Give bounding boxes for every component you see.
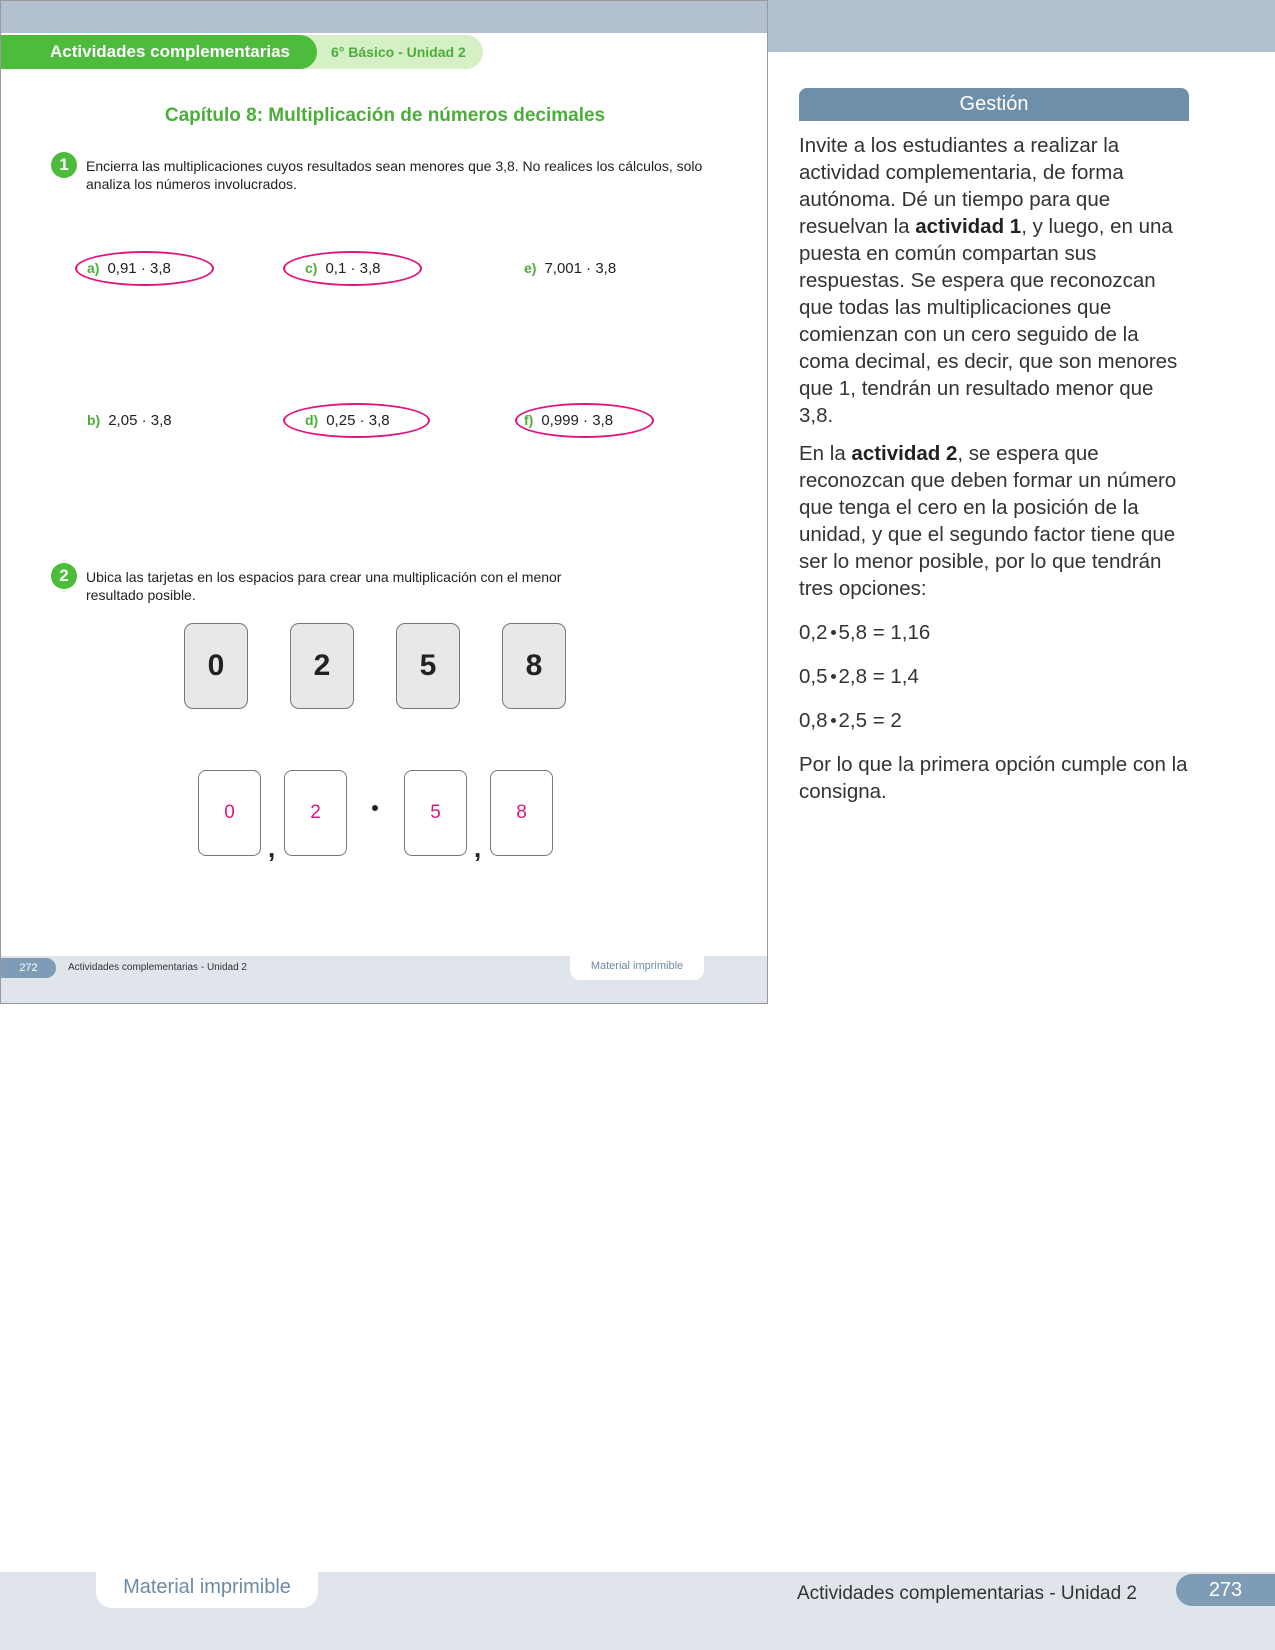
option-letter: e) (524, 260, 537, 276)
answer-slot-3[interactable]: 5 (404, 770, 467, 856)
chapter-title: Capítulo 8: Multiplicación de números decimales (164, 105, 606, 126)
multiplication-dot (831, 630, 836, 635)
answer-slot-1[interactable]: 0 (198, 770, 261, 856)
decimal-comma: , (268, 833, 276, 863)
option-expression: 0,1 · 3,8 (325, 260, 381, 277)
number-card-5[interactable]: 5 (396, 623, 460, 709)
multiplication-dot (831, 718, 836, 723)
activity-1-instruction: Encierra las multiplicaciones cuyos resultados sean menores que 3,8. No realices los cálculos, solo analiza los números involucrados. (86, 158, 703, 192)
formula-right: 5,8 = 1,16 (838, 621, 931, 644)
formula-right: 2,8 = 1,4 (838, 665, 919, 688)
answer-slot-2[interactable]: 2 (284, 770, 347, 856)
paragraph-text: , se espera que reconozcan que deben formar un número que tenga el cero en la posición de la unidad, y que el segundo factor tiene que ser lo menor posible, por lo que tendrán tres opciones: (799, 442, 1177, 600)
embedded-page-number: 272 (1, 958, 56, 978)
option-letter: f) (524, 412, 534, 428)
formula-left: 0,2 (799, 621, 828, 644)
section-tab: Actividades complementarias (1, 35, 317, 69)
bold-term: actividad 1 (915, 215, 1022, 238)
option-e[interactable] (524, 256, 616, 280)
gestion-body (799, 132, 1189, 816)
formula-left: 0,8 (799, 709, 828, 732)
gestion-paragraph-1 (799, 132, 1189, 429)
option-d[interactable] (305, 408, 390, 432)
option-expression: 0,999 · 3,8 (541, 412, 614, 429)
paragraph-text: Invite a los estudiantes a realizar la actividad complementaria, de forma autónoma. Dé un tiempo para que resuelvan la (799, 134, 1124, 238)
embedded-top-bar (1, 1, 768, 33)
option-expression: 2,05 · 3,8 (108, 412, 172, 429)
grade-unit-tab: 6° Básico - Unidad 2 (281, 35, 483, 69)
decimal-comma: , (474, 833, 482, 863)
formula-2 (799, 663, 1189, 690)
gestion-paragraph-3: Por lo que la primera opción cumple con la consigna. (799, 753, 1188, 803)
option-a[interactable] (87, 256, 171, 280)
option-expression: 7,001 · 3,8 (544, 260, 617, 277)
option-b[interactable] (87, 408, 172, 432)
option-letter: b) (87, 412, 101, 428)
option-c[interactable] (305, 256, 381, 280)
embedded-footer-text: Actividades complementarias - Unidad 2 (68, 962, 247, 973)
number-card-8[interactable]: 8 (502, 623, 566, 709)
multiplication-dot (831, 674, 836, 679)
formula-1 (799, 619, 1189, 646)
gestion-paragraph-2 (799, 440, 1189, 602)
printable-label: Material imprimible (96, 1572, 318, 1608)
embedded-page-272 (0, 0, 768, 1004)
number-card-2[interactable]: 2 (290, 623, 354, 709)
activity-2-badge: 2 (51, 563, 77, 589)
gestion-header: Gestión (799, 88, 1189, 121)
option-expression: 0,25 · 3,8 (326, 412, 390, 429)
option-letter: d) (305, 412, 319, 428)
footer-text: Actividades complementarias - Unidad 2 (796, 1583, 1137, 1604)
embedded-printable-label: Material imprimible (570, 956, 704, 980)
activity-2-instruction: Ubica las tarjetas en los espacios para crear una multiplicación con el menor resultado posible. (86, 569, 562, 603)
formula-left: 0,5 (799, 665, 828, 688)
option-expression: 0,91 · 3,8 (107, 260, 171, 277)
page-number: 273 (1176, 1574, 1275, 1606)
paragraph-text: En la (799, 442, 852, 465)
option-letter: c) (305, 260, 318, 276)
multiplication-dot (372, 805, 378, 811)
option-letter: a) (87, 260, 100, 276)
paragraph-text: , y luego, en una puesta en común compartan sus respuestas. Se espera que reconozcan que todas las multiplicaciones que comienzan con un cero seguido de la coma decimal, es decir, que son menores que 1, tendrán un resultado menor que 3,8. (799, 215, 1178, 427)
activity-1-badge: 1 (51, 152, 77, 178)
right-page-top-bar (768, 0, 1275, 52)
bold-term: actividad 2 (851, 442, 958, 465)
number-card-0[interactable]: 0 (184, 623, 248, 709)
option-f[interactable] (524, 408, 613, 432)
formula-right: 2,5 = 2 (838, 709, 902, 732)
answer-slot-4[interactable]: 8 (490, 770, 553, 856)
formula-3 (799, 707, 1189, 734)
